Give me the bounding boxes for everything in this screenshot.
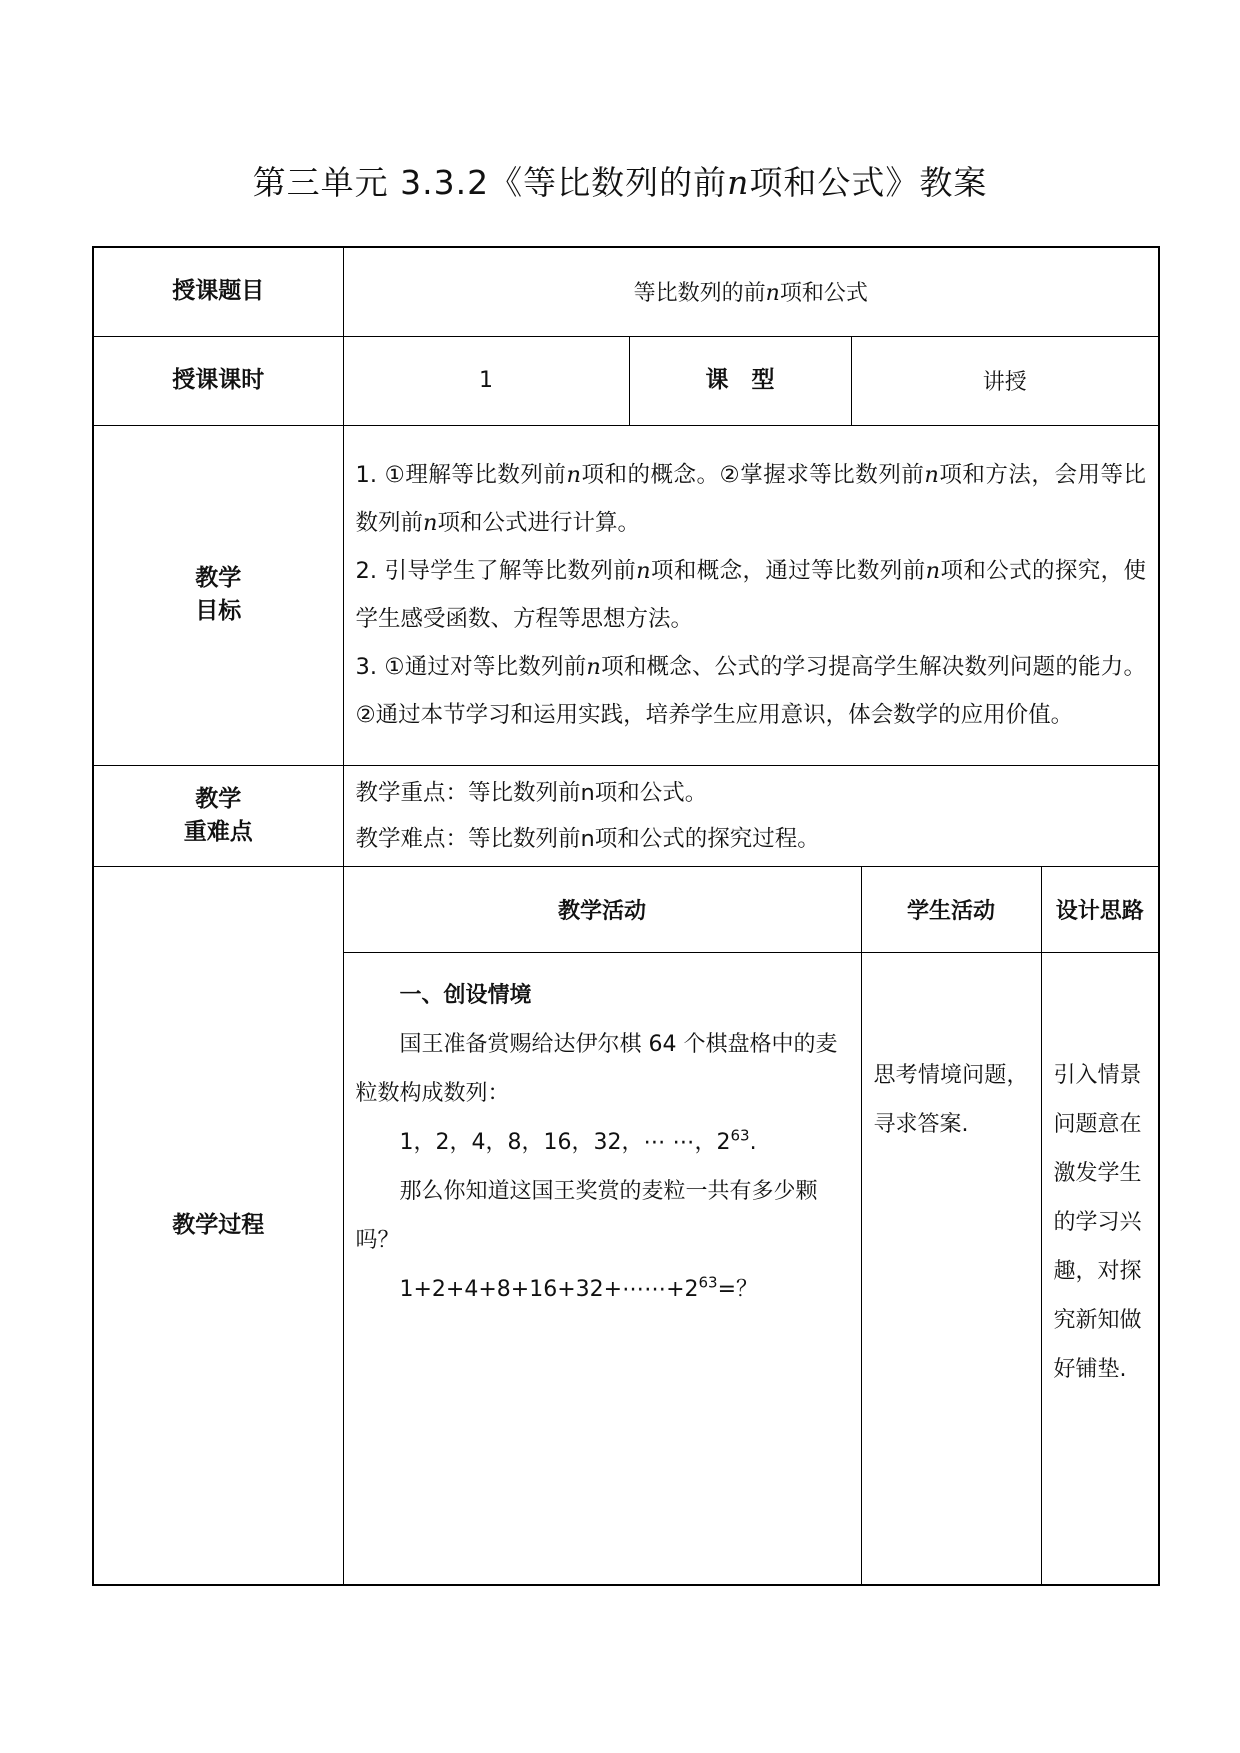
goal-2: 2. 引导学生了解等比数列前n项和概念，通过等比数列前n项和公式的探究，使学生感受函数、方程等思想方法。 [355, 558, 1146, 632]
key-points-label: 教学 重难点 [93, 765, 343, 866]
goal-1: 1. ①理解等比数列前n项和的概念。②掌握求等比数列前n项和方法，会用等比数列前n项和公式进行计算。 [355, 462, 1146, 536]
topic-label: 授课题目 [93, 247, 343, 336]
topic-value: 等比数列的前n项和公式 [343, 247, 1159, 336]
design-idea-content: 引入情景问题意在激发学生的学习兴趣，对探究新知做好铺垫. [1041, 952, 1159, 1585]
process-header-row [93, 866, 1159, 952]
teacher-activity-header: 教学活动 [343, 866, 861, 952]
design-idea-header: 设计思路 [1041, 866, 1159, 952]
goal-3: 3. ①通过对等比数列前n项和概念、公式的学习提高学生解决数列问题的能力。②通过本节学习和运用实践，培养学生应用意识，体会数学的应用价值。 [355, 654, 1146, 728]
student-activity-content: 思考情境问题，寻求答案. [861, 952, 1041, 1585]
process-label: 教学过程 [93, 866, 343, 1585]
goals-content [343, 425, 1159, 765]
topic-row [93, 247, 1159, 336]
section-heading: 一、创设情境 [399, 982, 532, 1008]
lesson-type-label: 课 型 [629, 336, 851, 425]
sum-line: $1+2+4+8+16+32+\cdots\cdots+2^{63}=$？ [399, 1273, 759, 1302]
question-paragraph: 那么你知道这国王奖赏的麦粒一共有多少颗吗？ [355, 1178, 818, 1253]
title-variable: n [727, 163, 750, 202]
key-point: 教学重点：等比数列前n项和公式。 [355, 779, 708, 806]
student-activity-header: 学生活动 [861, 866, 1041, 952]
scenario-paragraph: 国王准备赏赐给达伊尔棋 64 个棋盘格中的麦粒数构成数列： [355, 1031, 838, 1106]
difficult-point: 教学难点：等比数列前n项和公式的探究过程。 [355, 825, 820, 852]
goals-label: 教学 目标 [93, 425, 343, 765]
teacher-activity-content [343, 952, 861, 1585]
key-points-row [93, 765, 1159, 866]
lesson-type-value: 讲授 [851, 336, 1159, 425]
hours-label: 授课课时 [93, 336, 343, 425]
lesson-plan-table [92, 246, 1160, 1586]
hours-value: 1 [343, 336, 629, 425]
sequence-line: 1，2，4，8，16，32，⋯ ⋯，$2^{63}$. [399, 1126, 757, 1155]
page-title: 第三单元 3.3.2《等比数列的前n项和公式》教案 [252, 163, 988, 202]
key-points-content [343, 765, 1159, 866]
goals-row [93, 425, 1159, 765]
hours-row [93, 336, 1159, 425]
